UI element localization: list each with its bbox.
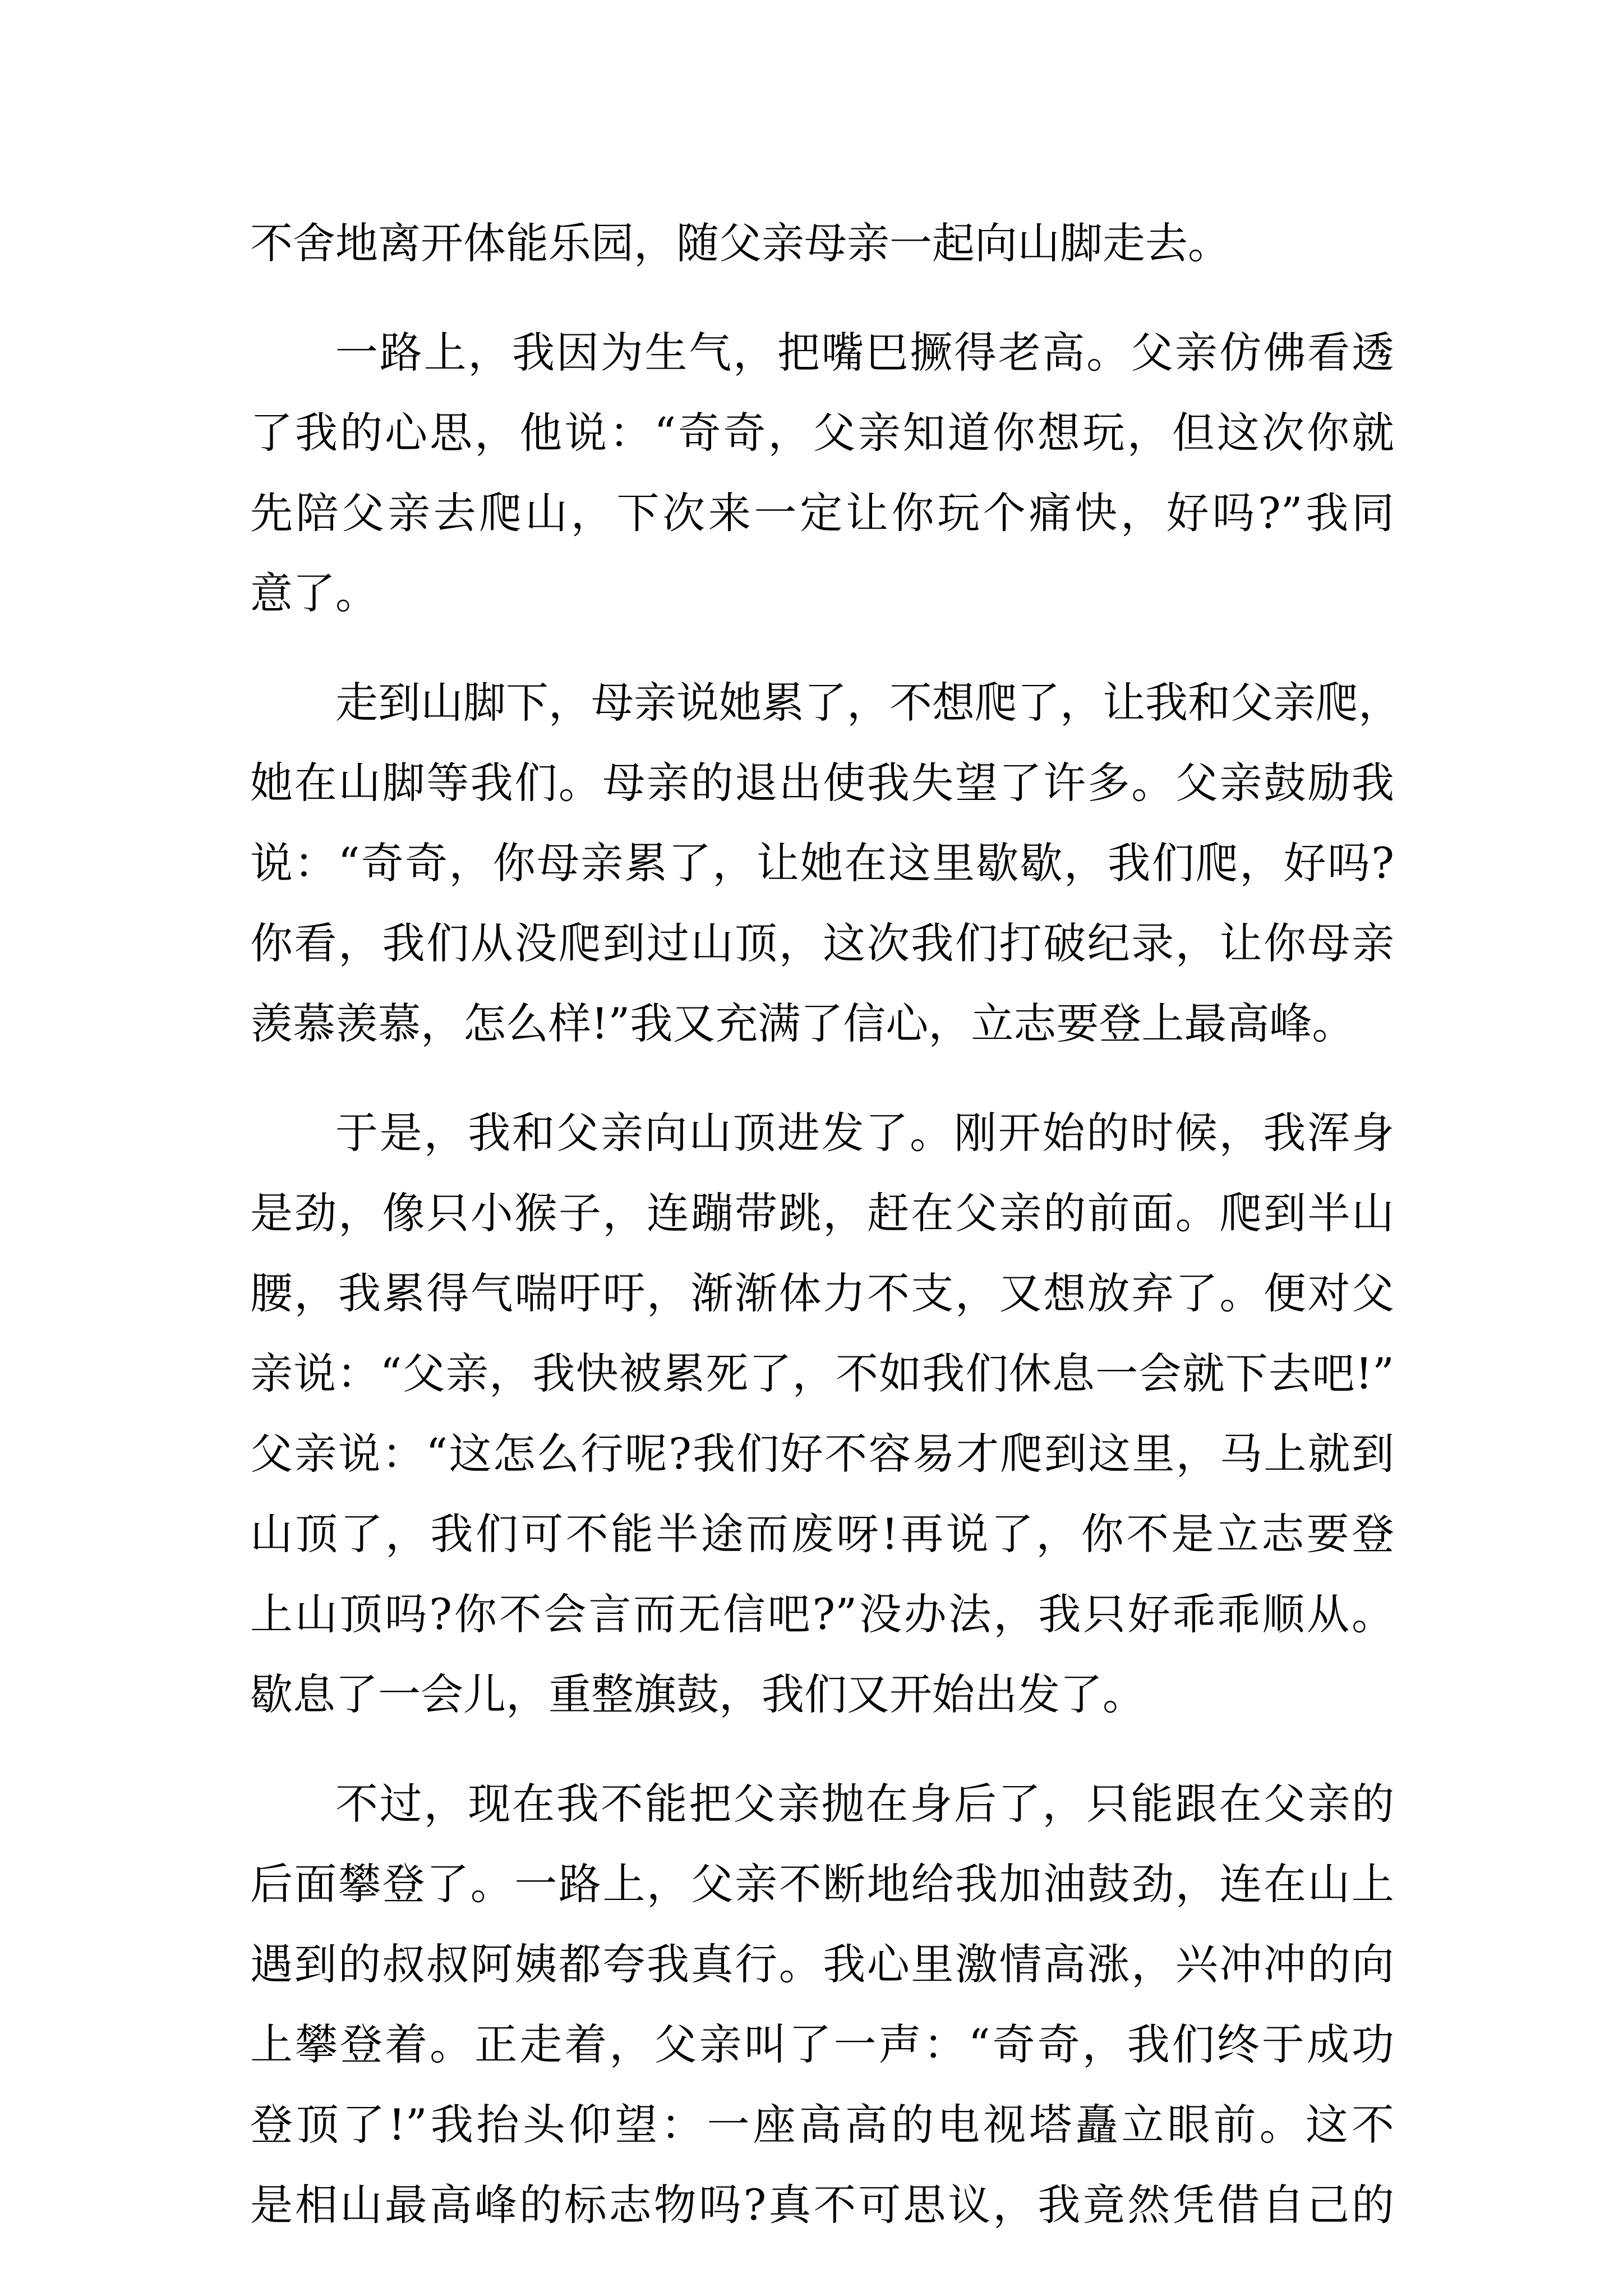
text-line: 上攀登着。正走着，父亲叫了一声：“奇奇，我们终于成功 (250, 2019, 1394, 2069)
text-line: 父亲说：“这怎么行呢?我们好不容易才爬到这里，马上就到 (250, 1429, 1394, 1479)
text-line: 不过，现在我不能把父亲抛在身后了，只能跟在父亲的 (335, 1779, 1394, 1829)
paragraph (250, 312, 1394, 633)
text-line: 腰，我累得气喘吁吁，渐渐体力不支，又想放弃了。便对父 (250, 1268, 1394, 1318)
text-line: 羡慕羡慕，怎么样!”我又充满了信心，立志要登上最高峰。 (250, 999, 1355, 1048)
text-line: 登顶了!”我抬头仰望：一座高高的电视塔矗立眼前。这不 (250, 2100, 1394, 2150)
text-line: 她在山脚等我们。母亲的退出使我失望了许多。父亲鼓励我 (250, 758, 1394, 808)
text-line: 意了。 (250, 568, 378, 618)
text-line: 亲说：“父亲，我快被累死了，不如我们休息一会就下去吧!” (250, 1349, 1394, 1398)
text-line: 说：“奇奇，你母亲累了，让她在这里歇歇，我们爬，好吗? (250, 838, 1394, 888)
text-line: 遇到的叔叔阿姨都夸我真行。我心里激情高涨，兴冲冲的向 (250, 1939, 1394, 1989)
text-line: 走到山脚下，母亲说她累了，不想爬了，让我和父亲爬， (335, 678, 1401, 728)
paragraph (250, 1093, 1394, 1734)
text-line: 山顶了，我们可不能半途而废呀!再说了，你不是立志要登 (250, 1509, 1394, 1559)
document-body (250, 203, 1401, 2245)
text-line: 是相山最高峰的标志物吗?真不可思议，我竟然凭借自己的 (250, 2180, 1394, 2230)
text-line: 不舍地离开体能乐园，随父亲母亲一起向山脚走去。 (250, 218, 1230, 268)
text-line: 上山顶吗?你不会言而无信吧?”没办法，我只好乖乖顺从。 (250, 1589, 1394, 1639)
text-line: 先陪父亲去爬山，下次来一定让你玩个痛快，好吗?”我同 (250, 488, 1394, 538)
text-line: 了我的心思，他说：“奇奇，父亲知道你想玩，但这次你就 (250, 408, 1394, 458)
text-line: 于是，我和父亲向山顶进发了。刚开始的时候，我浑身 (335, 1108, 1394, 1158)
paragraph (250, 1764, 1394, 2245)
paragraph (250, 203, 1394, 283)
text-line: 歇息了一会儿，重整旗鼓，我们又开始出发了。 (250, 1669, 1145, 1719)
paragraph (250, 662, 1401, 1064)
text-line: 后面攀登了。一路上，父亲不断地给我加油鼓劲，连在山上 (250, 1859, 1394, 1909)
text-line: 是劲，像只小猴子，连蹦带跳，赶在父亲的前面。爬到半山 (250, 1188, 1394, 1238)
text-line: 一路上，我因为生气，把嘴巴撅得老高。父亲仿佛看透 (335, 328, 1394, 378)
text-line: 你看，我们从没爬到过山顶，这次我们打破纪录，让你母亲 (250, 918, 1394, 968)
